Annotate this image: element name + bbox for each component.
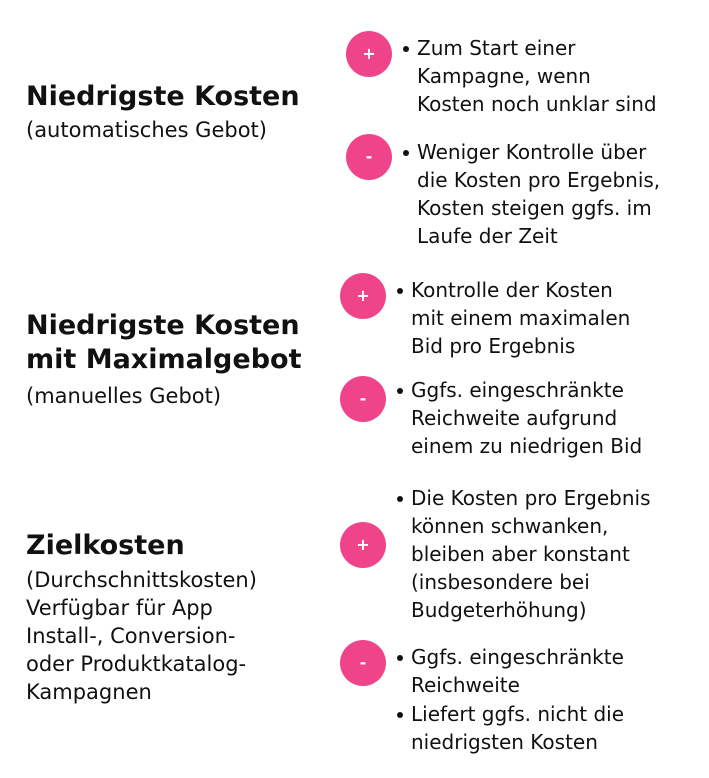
point-line: können schwanken,	[411, 514, 609, 538]
con-point	[397, 700, 624, 756]
section-subtitle-line: Verfügbar für App	[26, 596, 213, 620]
point-line: einem zu niedrigen Bid	[411, 434, 643, 458]
section-title-line: Zielkosten	[26, 530, 185, 561]
point-line: Zum Start einer	[403, 34, 657, 62]
point-line: Ggfs. eingeschränkte	[397, 643, 624, 671]
section-subtitle-line: (automatisches Gebot)	[26, 118, 267, 142]
section-subtitle-line: Install-, Conversion-	[26, 624, 236, 648]
point-line: (insbesondere bei	[411, 570, 590, 594]
badge-symbol: -	[359, 653, 367, 672]
section-subtitle	[26, 382, 221, 410]
plus-badge-icon	[346, 31, 392, 77]
section-title-line: Niedrigste Kosten	[26, 310, 300, 341]
point-line: niedrigsten Kosten	[411, 730, 598, 754]
plus-badge-icon	[340, 273, 386, 319]
pro-point	[397, 484, 651, 624]
point-line: Kosten steigen ggfs. im	[417, 196, 652, 220]
point-line: Kampagne, wenn	[417, 64, 591, 88]
badge-symbol: +	[356, 535, 370, 554]
section-title-line: Niedrigste Kosten	[26, 81, 300, 112]
point-line: bleiben aber konstant	[411, 542, 630, 566]
section-title	[26, 80, 300, 114]
point-line: Weniger Kontrolle über	[403, 138, 660, 166]
badge-symbol: -	[359, 389, 367, 408]
con-point	[403, 138, 660, 250]
section-title	[26, 529, 185, 563]
section-title-line: mit Maximalgebot	[26, 344, 302, 375]
point-line: die Kosten pro Ergebnis,	[417, 168, 661, 192]
pro-point	[403, 34, 657, 118]
badge-symbol: -	[365, 147, 373, 166]
point-line: Bid pro Ergebnis	[411, 334, 576, 358]
section-subtitle-line: (manuelles Gebot)	[26, 384, 222, 408]
badge-symbol: +	[362, 44, 376, 63]
point-line: Budgeterhöhung)	[411, 598, 587, 622]
con-point	[397, 376, 642, 460]
minus-badge-icon	[340, 376, 386, 422]
section-subtitle-line: Kampagnen	[26, 680, 152, 704]
con-point	[397, 643, 624, 699]
plus-badge-icon	[340, 522, 386, 568]
section-subtitle-line: (Durchschnittskosten)	[26, 568, 257, 592]
section-title	[26, 309, 301, 377]
point-line: Ggfs. eingeschränkte	[397, 376, 642, 404]
point-line: Reichweite aufgrund	[411, 406, 618, 430]
minus-badge-icon	[340, 640, 386, 686]
point-line: Liefert ggfs. nicht die	[397, 700, 624, 728]
point-line: Kosten noch unklar sind	[417, 92, 657, 116]
point-line: Die Kosten pro Ergebnis	[397, 484, 651, 512]
section-subtitle	[26, 566, 257, 706]
point-line: Laufe der Zeit	[417, 224, 558, 248]
point-line: Reichweite	[411, 673, 520, 697]
point-line: mit einem maximalen	[411, 306, 631, 330]
minus-badge-icon	[346, 134, 392, 180]
point-line: Kontrolle der Kosten	[397, 276, 630, 304]
badge-symbol: +	[356, 286, 370, 305]
pro-point	[397, 276, 630, 360]
section-subtitle	[26, 116, 267, 144]
section-subtitle-line: oder Produktkatalog-	[26, 652, 247, 676]
